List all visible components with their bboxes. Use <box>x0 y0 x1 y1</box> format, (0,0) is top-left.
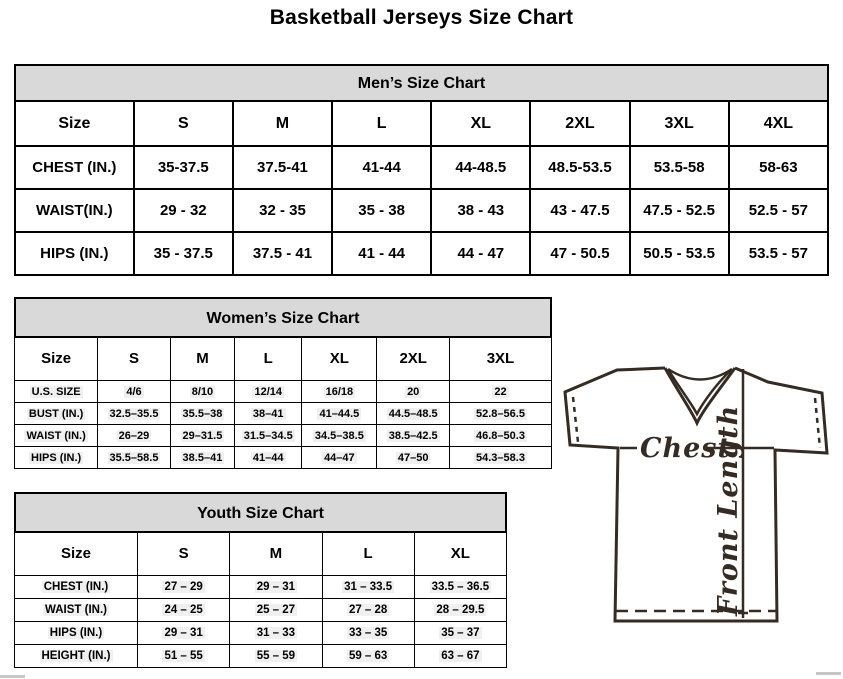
header-cell: S <box>138 532 230 576</box>
value-cell: 26–29 <box>98 425 170 447</box>
scrollbar-fragment-left[interactable] <box>0 675 25 678</box>
value-cell: 41–44.5 <box>302 403 377 425</box>
header-cell: L <box>235 337 302 381</box>
row-label-cell: CHEST (IN.) <box>15 576 138 599</box>
row-label-cell: WAIST (IN.) <box>15 425 98 447</box>
youth-table <box>14 531 507 668</box>
value-cell: 43 - 47.5 <box>530 189 629 232</box>
value-cell: 28 – 29.5 <box>414 599 506 622</box>
value-cell: 29–31.5 <box>170 425 234 447</box>
value-cell: 59 – 63 <box>322 645 414 668</box>
value-cell: 8/10 <box>170 381 234 403</box>
value-cell: 33 – 35 <box>322 622 414 645</box>
value-cell: 54.3–58.3 <box>449 447 551 469</box>
header-cell: XL <box>431 101 530 146</box>
jersey-body-outline <box>565 368 827 621</box>
value-cell: 47–50 <box>377 447 449 469</box>
value-cell: 48.5-53.5 <box>530 146 629 189</box>
value-cell: 47.5 - 52.5 <box>630 189 729 232</box>
value-cell: 31 – 33 <box>230 622 322 645</box>
youth-size-chart <box>14 492 507 668</box>
value-cell: 35 – 37 <box>414 622 506 645</box>
value-cell: 27 – 28 <box>322 599 414 622</box>
value-cell: 31.5–34.5 <box>235 425 302 447</box>
value-cell: 58-63 <box>729 146 828 189</box>
jersey-outline-icon <box>556 358 843 643</box>
value-cell: 44 - 47 <box>431 232 530 275</box>
value-cell: 12/14 <box>235 381 302 403</box>
header-cell: L <box>332 101 431 146</box>
value-cell: 22 <box>449 381 551 403</box>
womens-header-row <box>15 337 552 381</box>
value-cell: 32.5–35.5 <box>98 403 170 425</box>
womens-size-chart <box>14 297 552 469</box>
youth-height-row <box>15 645 507 668</box>
mens-chart-title: Men’s Size Chart <box>14 64 829 102</box>
mens-header-row <box>15 101 828 146</box>
value-cell: 29 - 32 <box>134 189 233 232</box>
row-label-cell: HEIGHT (IN.) <box>15 645 138 668</box>
mens-hips-row <box>15 232 828 275</box>
value-cell: 16/18 <box>302 381 377 403</box>
value-cell: 41 - 44 <box>332 232 431 275</box>
header-cell: M <box>170 337 234 381</box>
header-cell: S <box>134 101 233 146</box>
value-cell: 47 - 50.5 <box>530 232 629 275</box>
value-cell: 4/6 <box>98 381 170 403</box>
value-cell: 44.5–48.5 <box>377 403 449 425</box>
value-cell: 38.5–42.5 <box>377 425 449 447</box>
header-cell: Size <box>15 337 98 381</box>
value-cell: 35-37.5 <box>134 146 233 189</box>
row-label-cell: U.S. SIZE <box>15 381 98 403</box>
value-cell: 53.5-58 <box>630 146 729 189</box>
womens-chart-title: Women’s Size Chart <box>14 297 552 338</box>
value-cell: 27 – 29 <box>138 576 230 599</box>
youth-waist-row <box>15 599 507 622</box>
value-cell: 35 - 37.5 <box>134 232 233 275</box>
womens-us-size-row <box>15 381 552 403</box>
value-cell: 35 - 38 <box>332 189 431 232</box>
header-cell: XL <box>302 337 377 381</box>
row-label-cell: HIPS (IN.) <box>15 447 98 469</box>
scrollbar-fragment-right[interactable] <box>816 672 841 675</box>
value-cell: 38–41 <box>235 403 302 425</box>
row-label-cell: HIPS (IN.) <box>15 622 138 645</box>
value-cell: 50.5 - 53.5 <box>630 232 729 275</box>
header-cell: 4XL <box>729 101 828 146</box>
value-cell: 29 – 31 <box>230 576 322 599</box>
youth-header-row <box>15 532 507 576</box>
value-cell: 46.8–50.3 <box>449 425 551 447</box>
mens-size-chart <box>14 64 829 276</box>
womens-table <box>14 336 552 469</box>
row-label-cell: HIPS (IN.) <box>15 232 134 275</box>
header-cell: Size <box>15 101 134 146</box>
value-cell: 25 – 27 <box>230 599 322 622</box>
header-cell: M <box>233 101 332 146</box>
value-cell: 37.5-41 <box>233 146 332 189</box>
youth-chart-title: Youth Size Chart <box>14 492 507 533</box>
womens-hips-row <box>15 447 552 469</box>
value-cell: 38 - 43 <box>431 189 530 232</box>
womens-bust-row <box>15 403 552 425</box>
value-cell: 52.5 - 57 <box>729 189 828 232</box>
value-cell: 32 - 35 <box>233 189 332 232</box>
value-cell: 35.5–58.5 <box>98 447 170 469</box>
value-cell: 44-48.5 <box>431 146 530 189</box>
jersey-measurement-diagram <box>556 358 843 643</box>
value-cell: 44–47 <box>302 447 377 469</box>
header-cell: 3XL <box>630 101 729 146</box>
value-cell: 53.5 - 57 <box>729 232 828 275</box>
header-cell: Size <box>15 532 138 576</box>
header-cell: XL <box>414 532 506 576</box>
chest-label: Chest <box>640 433 731 464</box>
youth-chest-row <box>15 576 507 599</box>
mens-chest-row <box>15 146 828 189</box>
value-cell: 41-44 <box>332 146 431 189</box>
value-cell: 55 – 59 <box>230 645 322 668</box>
row-label-cell: BUST (IN.) <box>15 403 98 425</box>
value-cell: 51 – 55 <box>138 645 230 668</box>
page-title: Basketball Jerseys Size Chart <box>269 6 574 29</box>
value-cell: 33.5 – 36.5 <box>414 576 506 599</box>
header-cell: M <box>230 532 322 576</box>
header-cell: S <box>98 337 170 381</box>
left-cuff-stitch <box>573 397 578 442</box>
row-label-cell: CHEST (IN.) <box>15 146 134 189</box>
value-cell: 24 – 25 <box>138 599 230 622</box>
front-length-label: Front Length <box>713 404 744 616</box>
value-cell: 29 – 31 <box>138 622 230 645</box>
right-cuff-stitch <box>815 398 820 448</box>
header-cell: 2XL <box>377 337 449 381</box>
value-cell: 20 <box>377 381 449 403</box>
mens-table <box>14 100 829 276</box>
header-cell: 2XL <box>530 101 629 146</box>
header-cell: 3XL <box>449 337 551 381</box>
row-label-cell: WAIST (IN.) <box>15 599 138 622</box>
value-cell: 34.5–38.5 <box>302 425 377 447</box>
value-cell: 31 – 33.5 <box>322 576 414 599</box>
header-cell: L <box>322 532 414 576</box>
youth-hips-row <box>15 622 507 645</box>
row-label-cell: WAIST(IN.) <box>15 189 134 232</box>
value-cell: 37.5 - 41 <box>233 232 332 275</box>
value-cell: 63 – 67 <box>414 645 506 668</box>
value-cell: 38.5–41 <box>170 447 234 469</box>
womens-waist-row <box>15 425 552 447</box>
value-cell: 41–44 <box>235 447 302 469</box>
mens-waist-row <box>15 189 828 232</box>
value-cell: 35.5–38 <box>170 403 234 425</box>
value-cell: 52.8–56.5 <box>449 403 551 425</box>
